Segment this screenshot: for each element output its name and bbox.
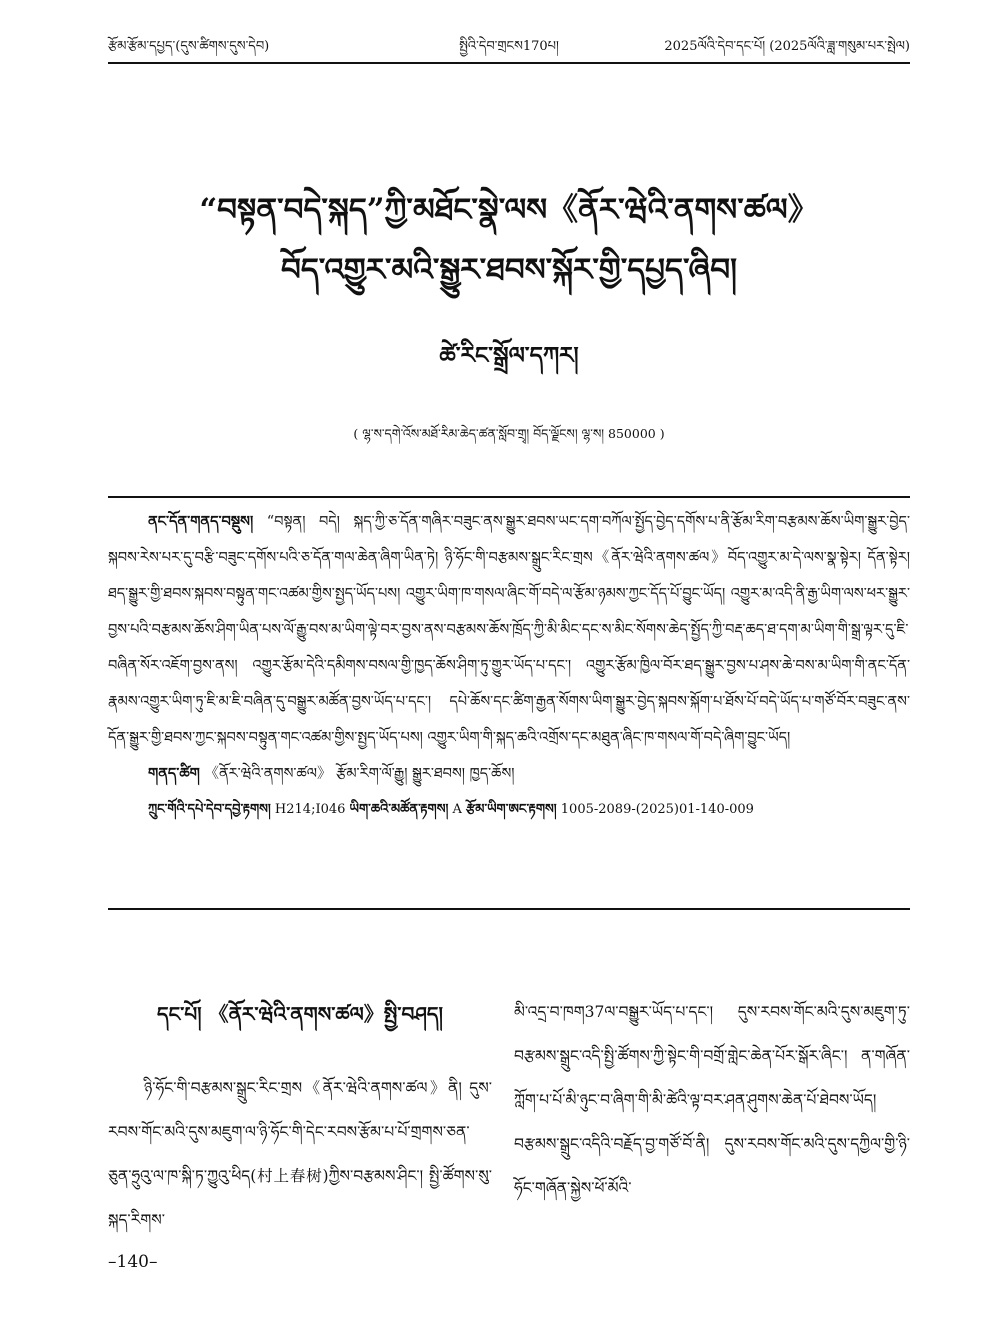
- abstract-paragraph: [108, 504, 910, 756]
- class-label: ཀྲུང་གོའི་དཔེ་དེབ་དབྱེ་རྟགས།: [148, 802, 271, 817]
- keywords-label: གནད་ཚིག: [148, 765, 200, 782]
- article-title: [108, 180, 910, 300]
- header-year-issue: 2025ལོའི་དེབ་དང་པོ། (2025ལོའི་ཟླ་གསུམ་པར་སྤེལ): [664, 39, 910, 54]
- abstract-text: “བསྟན། བདེ། སྐད་ཀྱི་ཅ་དོན་གཞིར་བཟུང་ནས་སྒྱུར་ཐབས་ཡང་དག་བཀོལ་སྤྱོད་བྱེད་དགོས་པ་ནི་རྩོམ་རིག་བརྩམས་ཆོས་ཡིག་སྒྱུར་བྱེད་སྐབས་རེས་པར་དུ་བརྩི་བཟུང་དགོས་པའི་ཅ་དོན་གལ་ཆེན་ཞིག་ཡིན་ཏེ། ཉི་ཧོང་གི་བརྩམས་སྒྲུང་རིང་གྲས《ནོར་ཝེའི་ནགས་ཚལ》བོད་འགྱུར་མ་དེ་ལས་སྣ་སྟེར། དོན་སྟེར། ཐད་སྒྱུར་གྱི་ཐབས་སྐབས་བསྟུན་གང་འཚམ་གྱིས་སྤྱད་ཡོད་པས། འགྱུར་ཡིག་ཁ་གསལ་ཞིང་གོ་བདེ་ལ་རྩོམ་ཉམས་ཀྱང་དོད་པོ་བྱུང་ཡོད། འགྱུར་མ་འདི་ནི་རྒྱ་ཡིག་ལས་ཕར་སྒྱུར་བྱས་པའི་བརྩམས་ཆོས་ཤིག་ཡིན་པས་ལོ་རྒྱུ་བས་མ་ཡིག་ལྟེ་བར་བྱས་ནས་བརྩམས་ཆོས་ཁྲོད་ཀྱི་མི་མིང་དང་ས་མིང་སོགས་ཆེད་སྤྱོད་ཀྱི་བརྡ་ཆད་ཐ་དག་མ་ཡིག་གི་སྒྲ་ལྟར་དུ་ཇི་བཞིན་སོར་འཇོག་བྱས་ནས། འགྱུར་རྩོམ་དེའི་དམིགས་བསལ་གྱི་ཁྱད་ཆོས་ཤིག་ཏུ་གྱུར་ཡོད་པ་དང་། འགྱུར་རྩོམ་ཁྱིལ་བོར་ཐད་སྒྱུར་བྱས་པ་ཤས་ཆེ་བས་མ་ཡིག་གི་ནང་དོན་རྣམས་འགྱུར་ཡིག་ཏུ་ཇི་མ་ཇི་བཞིན་དུ་བསྒྱུར་མཚོན་བྱས་ཡོད་པ་དང་། དཔེ་ཆོས་དང་ཚིག་རྒྱན་སོགས་ཡིག་སྒྱུར་བྱེད་སྐབས་སྐོག་པ་ཐོས་པོ་བདེ་ཡོད་པ་གཙོ་བོར་བཟུང་ནས་དོན་སྒྱུར་གྱི་ཐབས་ཀྱང་སྐབས་བསྟུན་གང་འཚམ་གྱིས་སྤྱད་ཡོད་པས། འགྱུར་ཡིག་གི་སྐད་ཆའི་འགྲོས་དང་མཐུན་ཞིང་ཁ་གསལ་གོ་བདེ་ཞིག་བྱུང་ཡོད།: [108, 514, 910, 746]
- keywords-line: [108, 756, 910, 792]
- body-column-right: [514, 990, 910, 1210]
- header-issue-number: སྤྱིའི་དེབ་གྲངས170པ།: [459, 39, 559, 54]
- doc-code-label: ཡིག་ཆའི་མཚོན་རྟགས།: [349, 802, 449, 817]
- doc-code-value: A: [452, 802, 462, 817]
- title-line-1: “བསྟན་བདེ་སྐད”ཀྱི་མཐོང་སྣེ་ལས《ནོར་ཝེའི་ནགས་ཚལ》: [199, 192, 819, 228]
- body-paragraph-left: ཉི་ཧོང་གི་བརྩམས་སྒྲུང་རིང་གྲས《ནོར་ཝེའི་ནགས་ཚལ》ནི། དུས་རབས་གོང་མའི་དུས་མཇུག་ལ་ཉི་ཧོང་གི་དེང་རབས་རྩོམ་པ་པོ་གྲགས་ཅན་ཅུན་ཧྲུའུ་ལ་ཁ་སྐི་ཏ་ཀྱུའུ་ཕིད(村上春树)ཀྱིས་བརྩམས་ཤིང་། སྤྱི་ཚོགས་སུ་སྐད་རིགས་: [108, 1079, 492, 1229]
- body-column-left: [108, 990, 492, 1242]
- author-affiliation: ( ལྷ་ས་དགེ་འོས་མཐོ་རིམ་ཆེད་ཚན་སློབ་གྲྭ། བོད་ལྗོངས། ལྷ་ས། 850000 ): [353, 426, 665, 441]
- title-line-2: བོད་འགྱུར་མའི་སྒྱུར་ཐབས་སྐོར་གྱི་དཔྱད་ཞིབ།: [280, 252, 738, 288]
- running-header: [108, 36, 910, 58]
- abstract-label: ནང་དོན་གནད་བསྡུས།: [148, 513, 254, 530]
- classification-line: [108, 792, 910, 828]
- article-id-label: རྩོམ་ཡིག་ཨང་རྟགས།: [466, 802, 557, 817]
- keywords-value: 《ནོར་ཝེའི་ནགས་ཚལ》 རྩོམ་རིག་ལོ་རྒྱུ། སྒྱུར་ཐབས། ཁྱད་ཆོས།: [204, 766, 515, 782]
- body-paragraph-right: མི་འདྲ་བ་ཁག37ལ་བསྒྱུར་ཡོད་པ་དང་། དུས་རབས་གོང་མའི་དུས་མཇུག་ཏུ་བརྩམས་སྒྲུང་འདི་སྤྱི་ཚོགས་ཀྱི་སྟེང་གི་བགྲོ་གླེང་ཆེན་པོར་སྒོར་ཞིང་། ན་གཞོན་ཀློག་པ་པོ་མི་ཉུང་བ་ཞིག་གི་མི་ཚེའི་ལྟ་བར་ཤན་ཤུགས་ཆེན་པོ་ཐེབས་ཡོད། བརྩམས་སྒྲུང་འདིའི་བརྗོད་བྱ་གཙོ་བོ་ནི། དུས་རབས་གོང་མའི་དུས་དཀྱིལ་གྱི་ཉི་ཧོང་གཞོན་སྐྱེས་ཕོ་མོའི་: [514, 1003, 910, 1197]
- header-journal-name: རྩོམ་རྩོམ་དཔྱད་(དུས་ཚིགས་དུས་དེབ): [108, 39, 270, 54]
- page-number: –140–: [108, 1252, 158, 1272]
- section-heading: དང་པོ། 《ནོར་ཝེའི་ནགས་ཚལ》སྤྱི་བཤད།: [157, 1002, 443, 1026]
- header-rule: [108, 62, 910, 64]
- article-id-value: 1005-2089-(2025)01-140-009: [560, 802, 754, 817]
- author-name: ཚེ་རིང་སྒྲོལ་དཀར།: [439, 342, 579, 369]
- class-value: H214;I046: [274, 802, 346, 817]
- abstract-box: [108, 496, 910, 910]
